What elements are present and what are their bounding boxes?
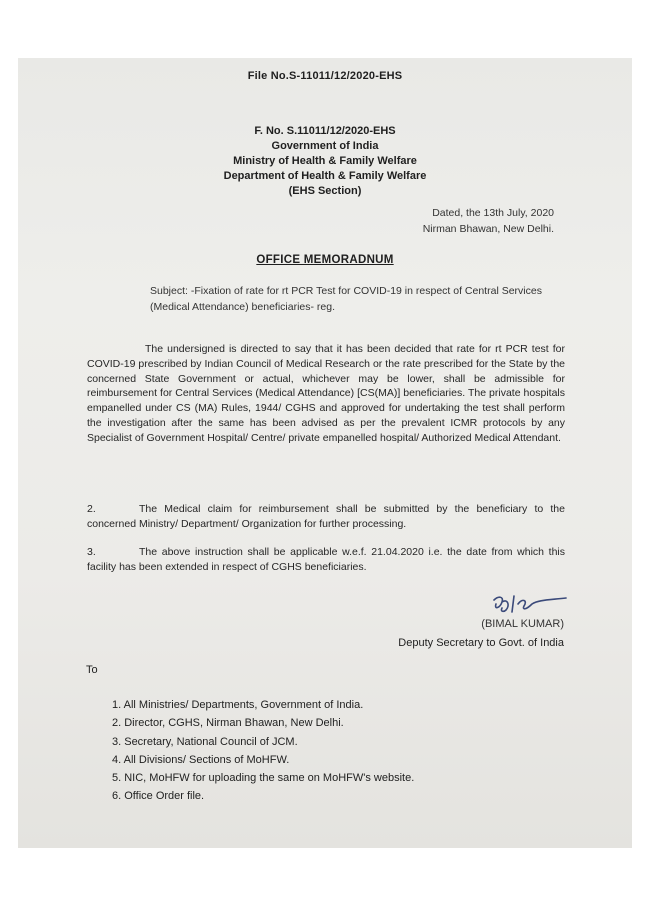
- government-line: Government of India: [271, 140, 379, 152]
- to-label: To: [86, 664, 98, 676]
- file-reference: F. No. S.11011/12/2020-EHS: [254, 125, 396, 137]
- recipient-item: 3. Secretary, National Council of JCM.: [112, 735, 298, 748]
- file-number-header: File No.S-11011/12/2020-EHS: [247, 70, 403, 82]
- recipient-list: [112, 696, 414, 806]
- signatory-block: [398, 615, 564, 653]
- section-line: (EHS Section): [288, 185, 362, 197]
- recipient-item: 5. NIC, MoHFW for uploading the same on MoHFW's website.: [112, 772, 415, 785]
- signatory-name: (BIMAL KUMAR): [481, 618, 564, 630]
- date-line: Dated, the 13th July, 2020: [432, 207, 554, 219]
- recipient-item: 6. Office Order file.: [112, 790, 205, 803]
- letterhead: [18, 124, 632, 199]
- paragraph-3-number: 3.: [87, 546, 96, 558]
- paragraph-3: [87, 545, 565, 575]
- ministry-line: Ministry of Health & Family Welfare: [233, 155, 417, 167]
- paragraph-2: [87, 502, 565, 532]
- paragraph-3-text: The above instruction shall be applicable w.e.f. 21.04.2020 i.e. the date from which this facility has been extended in respect of CGHS beneficiaries.: [87, 546, 565, 573]
- paragraph-2-number: 2.: [87, 503, 96, 515]
- place-line: Nirman Bhawan, New Delhi.: [422, 223, 554, 235]
- memorandum-title: OFFICE MEMORADNUM: [256, 254, 394, 266]
- subject-line: Subject: -Fixation of rate for rt PCR Test for COVID-19 in respect of Central Services (Medical Attendance) beneficiaries- reg.: [150, 285, 542, 313]
- paragraph-1: [87, 342, 565, 446]
- recipient-item: 4. All Divisions/ Sections of MoHFW.: [112, 753, 290, 766]
- recipient-item: 2. Director, CGHS, Nirman Bhawan, New Delhi.: [112, 717, 344, 730]
- recipient-item: 1. All Ministries/ Departments, Government of India.: [112, 699, 364, 711]
- date-place-block: [423, 205, 554, 237]
- document-photo: [18, 58, 632, 848]
- paragraph-2-text: The Medical claim for reimbursement shall be submitted by the beneficiary to the concerned Ministry/ Department/ Organization for further processing.: [87, 503, 565, 530]
- paragraph-1-text: The undersigned is directed to say that it has been decided that rate for rt PCR test for COVID-19 prescribed by Indian Council of Medical Research or the rate prescribed for the State by the concerned State Government or actual, whichever may be lower, shall be admissible for reimbursement for Central Services (Medical Attendance) [CS(MA)] beneficiaries. The private hospitals empanelled under CS (MA) Rules, 1944/ CGHS and approved for undertaking the test shall perform the investigation after the same has been advised as per the prevalent ICMR protocols by any Specialist of Government Hospital/ Centre/ private empanelled hospital/ Authorized Medical Attendant.: [87, 343, 565, 444]
- department-line: Department of Health & Family Welfare: [223, 170, 427, 182]
- signatory-designation: Deputy Secretary to Govt. of India: [398, 637, 564, 649]
